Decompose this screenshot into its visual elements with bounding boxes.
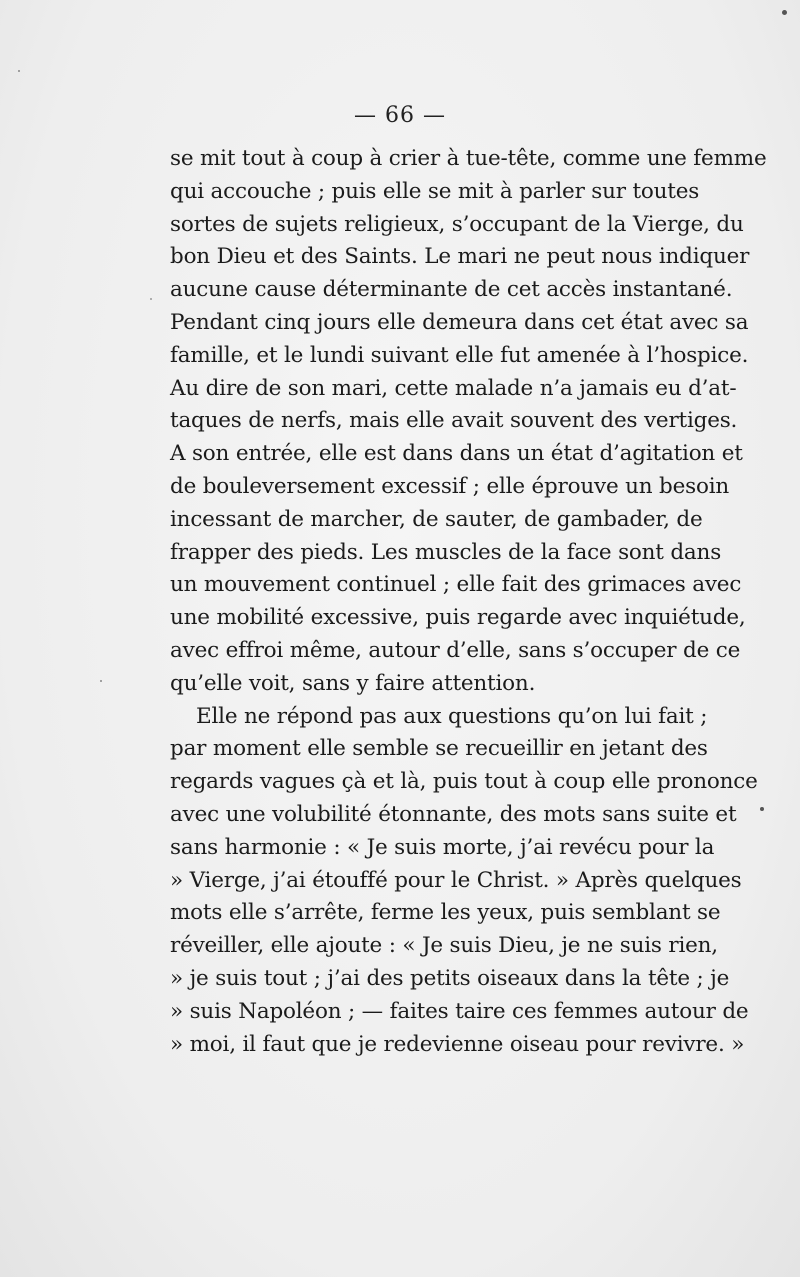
text-line: avec une volubilité étonnante, des mots sans suite et	[170, 801, 737, 827]
text-line: sans harmonie : « Je suis morte, j’ai revécu pour la	[170, 834, 715, 860]
text-line: A son entrée, elle est dans dans un état d’agitation et	[170, 441, 743, 467]
paper-speck	[760, 807, 764, 811]
paper-speck	[150, 298, 152, 300]
text-line: » moi, il faut que je redevienne oiseau pour revivre. »	[170, 1031, 745, 1057]
paragraph-2	[170, 701, 758, 1062]
text-line: » suis Napoléon ; — faites taire ces femmes autour de	[170, 998, 749, 1024]
text-line: un mouvement continuel ; elle fait des grimaces avec	[170, 572, 742, 598]
text-line: Au dire de son mari, cette malade n’a jamais eu d’at-	[170, 375, 737, 401]
text-line: qu’elle voit, sans y faire attention.	[170, 670, 536, 696]
text-line: mots elle s’arrête, ferme les yeux, puis semblant se	[170, 900, 721, 926]
text-line: frapper des pieds. Les muscles de la face sont dans	[170, 539, 722, 565]
text-line: » je suis tout ; j’ai des petits oiseaux dans la tête ; je	[170, 965, 730, 991]
text-line: Elle ne répond pas aux questions qu’on lui fait ;	[196, 703, 708, 729]
paragraph-1	[170, 143, 767, 701]
text-line: avec effroi même, autour d’elle, sans s’occuper de ce	[170, 637, 741, 663]
text-line: regards vagues çà et là, puis tout à coup elle prononce	[170, 769, 758, 795]
text-line: famille, et le lundi suivant elle fut amenée à l’hospice.	[170, 342, 749, 368]
text-line: par moment elle semble se recueillir en jetant des	[170, 736, 708, 762]
text-line: une mobilité excessive, puis regarde avec inquiétude,	[170, 605, 746, 631]
body-text	[170, 143, 767, 1061]
text-line: qui accouche ; puis elle se mit à parler sur toutes	[170, 178, 700, 204]
text-line: bon Dieu et des Saints. Le mari ne peut nous indiquer	[170, 244, 750, 270]
paper-speck	[18, 70, 20, 72]
text-line: taques de nerfs, mais elle avait souvent des vertiges.	[170, 408, 738, 434]
page-number: — 66 —	[354, 103, 446, 128]
paper-speck	[782, 10, 787, 15]
text-line: de bouleversement excessif ; elle éprouve un besoin	[170, 473, 730, 499]
text-line: aucune cause déterminante de cet accès instantané.	[170, 277, 733, 303]
paper-speck	[100, 680, 102, 682]
text-line: » Vierge, j’ai étouffé pour le Christ. » Après quelques	[170, 867, 742, 893]
text-line: sortes de sujets religieux, s’occupant de la Vierge, du	[170, 211, 744, 237]
text-line: réveiller, elle ajoute : « Je suis Dieu, je ne suis rien,	[170, 933, 718, 959]
text-line: Pendant cinq jours elle demeura dans cet état avec sa	[170, 309, 749, 335]
text-line: se mit tout à coup à crier à tue-tête, comme une femme	[170, 146, 767, 171]
text-line: incessant de marcher, de sauter, de gambader, de	[170, 506, 703, 532]
